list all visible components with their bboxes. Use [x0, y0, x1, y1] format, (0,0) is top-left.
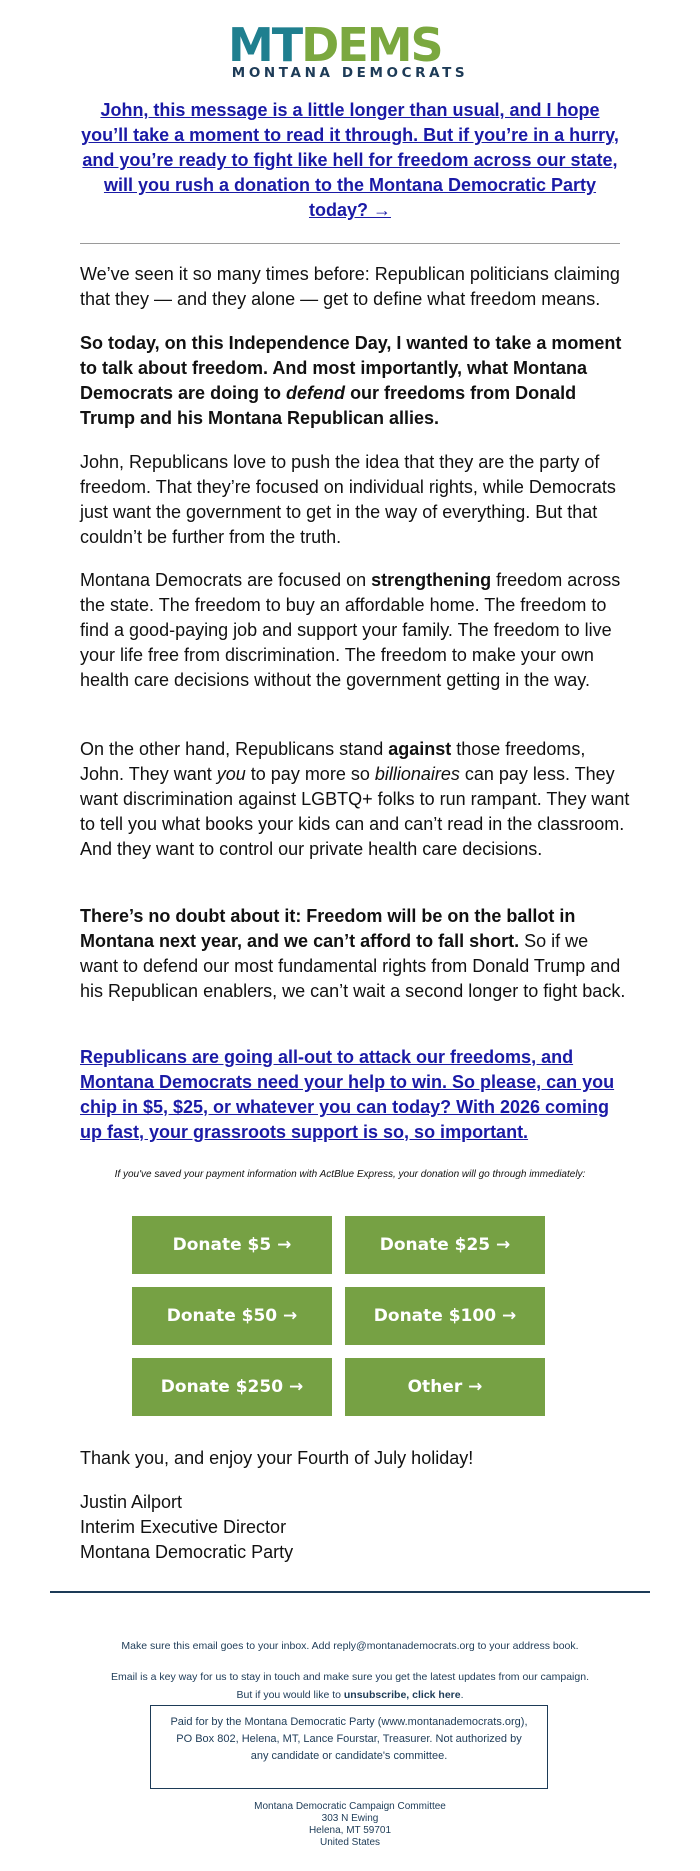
donate-250-button[interactable]: Donate $250 →: [132, 1358, 332, 1416]
logo-wordmark: [228, 18, 442, 72]
paragraph-6: [80, 904, 630, 1004]
p6-strong: There’s no doubt about it: Freedom will be on the ballot in Montana next year, and we can’t afford to fall short.: [80, 906, 576, 951]
signature-org: Montana Democratic Party: [80, 1542, 294, 1562]
address-org: Montana Democratic Campaign Committee: [254, 1801, 446, 1812]
p4-text-b: freedom across the state. The freedom to buy an affordable home. The freedom to find a good-paying job and support your family. The freedom to live your life free from discrimination. The freedom to make your own health care decisions without the government getting in the way.: [80, 570, 621, 690]
p2-text-b: our freedoms from Donald Trump and his Montana Republican allies.: [80, 383, 577, 428]
paragraph-5: [80, 737, 630, 862]
p5-text-b: those freedoms, John. They want: [80, 739, 586, 784]
mailing-address: [80, 1801, 620, 1849]
paragraph-4: [80, 568, 630, 693]
p5-strong: against: [388, 739, 452, 759]
donate-25-button[interactable]: Donate $25 →: [345, 1216, 545, 1274]
donate-100-button[interactable]: Donate $100 →: [345, 1287, 545, 1345]
logo-mt: MT: [228, 18, 302, 72]
paid-for-disclaimer: Paid for by the Montana Democratic Party (www.montanademocrats.org), PO Box 802, Helena, MT, Lance Fourstar, Treasurer. Not authorized by any candidate or candidate's committee.: [150, 1705, 548, 1789]
address-city: Helena, MT 59701: [308, 1825, 392, 1836]
unsub-suffix: .: [460, 1689, 464, 1701]
paragraph-3: [80, 450, 630, 550]
p5-em-billionaires: billionaires: [374, 764, 460, 784]
unsub-prefix: But if you would like to: [236, 1689, 344, 1701]
logo-dems: DEMS: [301, 18, 442, 72]
p4-text-a: Montana Democrats are focused on: [80, 570, 372, 590]
footer-divider: [50, 1591, 650, 1593]
paragraph-1: [80, 262, 630, 312]
signature-name: Justin Ailport: [80, 1492, 183, 1512]
p5-em-you: you: [216, 764, 246, 784]
actblue-note: If you've saved your payment information with ActBlue Express, your donation will go through immediately:: [114, 1169, 586, 1180]
footer-inbox-note: Make sure this email goes to your inbox. Add reply@montanademocrats.org to your address book.: [121, 1640, 579, 1652]
footer-stay-in-touch: [80, 1668, 620, 1704]
unsubscribe-link[interactable]: unsubscribe, click here: [343, 1689, 461, 1701]
header-logo: [0, 18, 700, 82]
closing-thanks: Thank you, and enjoy your Fourth of July holiday!: [80, 1448, 474, 1468]
logo-subtitle: MONTANA DEMOCRATS: [231, 65, 469, 81]
p2-emphasis: defend: [286, 383, 346, 403]
p6-text-b: So if we want to defend our most fundamental rights from Donald Trump and his Republican enablers, we can’t wait a second longer to fight back.: [80, 931, 626, 1001]
donate-5-button[interactable]: Donate $5 →: [132, 1216, 332, 1274]
intro-message: [78, 98, 622, 223]
footer-unsubscribe-line: [80, 1686, 620, 1704]
paragraph-1-text: We’ve seen it so many times before: Republican politicians claiming that they — and they alone — get to define what freedom means.: [80, 264, 620, 309]
footer-stay-text: Email is a key way for us to stay in touch and make sure you get the latest updates from our campaign.: [111, 1671, 589, 1683]
p4-strong: strengthening: [371, 570, 492, 590]
paragraph-2: [80, 331, 630, 431]
p5-text-a: On the other hand, Republicans stand: [80, 739, 389, 759]
p5-text-c: to pay more so: [245, 764, 375, 784]
cta-donate-link[interactable]: Republicans are going all-out to attack our freedoms, and Montana Democrats need your help to win. So please, can you chip in $5, $25, or whatever you can today? With 2026 coming up fast, your grassroots support is so, so important.: [80, 1047, 615, 1142]
intro-donate-link[interactable]: John, this message is a little longer than usual, and I hope you’ll take a moment to read it through. But if you’re in a hurry, and you’re ready to fight like hell for freedom across our state, will you rush a donation to the Montana Democratic Party today? →: [81, 100, 619, 220]
donate-50-button[interactable]: Donate $50 →: [132, 1287, 332, 1345]
address-street: 303 N Ewing: [321, 1813, 379, 1824]
p2-text-a: So today, on this Independence Day, I wanted to take a moment to talk about freedom. And most importantly, what Montana Democrats are doing to: [80, 333, 622, 403]
header-divider: [80, 243, 620, 244]
donate-other-button[interactable]: Other →: [345, 1358, 545, 1416]
address-country: United States: [319, 1837, 381, 1848]
signature-block: [80, 1490, 620, 1565]
mt-dems-logo[interactable]: [228, 18, 472, 82]
signature-title: Interim Executive Director: [80, 1517, 287, 1537]
paragraph-3-text: John, Republicans love to push the idea that they are the party of freedom. That they’re focused on individual rights, while Democrats just want the government to get in the way of everything. But that couldn’t be further from the truth.: [80, 452, 616, 547]
cta-paragraph: [80, 1045, 630, 1145]
p5-text-d: can pay less. They want discrimination against LGBTQ+ folks to run rampant. They want to tell you what books your kids can and can’t read in the classroom. And they want to control our private health care decisions.: [80, 764, 630, 859]
